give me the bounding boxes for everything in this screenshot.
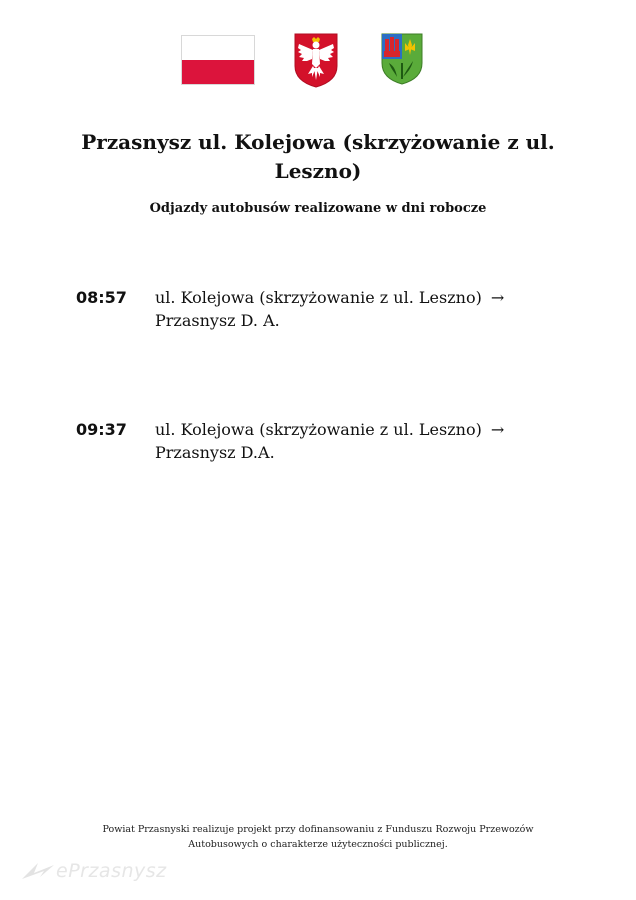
page-title: Przasnysz ul. Kolejowa (skrzyżowanie z ul. Leszno) [81,130,555,183]
route-arrow: → [490,288,505,307]
funding-note [60,822,576,852]
departure-time: 09:37 [76,420,127,439]
route-destination: Przasnysz D.A. [155,443,275,462]
departure-time: 08:57 [76,288,127,307]
watermark-text: ePrzasnysz [56,860,167,882]
polish-eagle-emblem-icon [293,32,339,88]
page-subtitle: Odjazdy autobusów realizowane w dni robocze [149,201,487,216]
funding-note-line2: Autobusowych o charakterze użyteczności publicznej. [188,839,448,850]
route-destination: Przasnysz D. A. [155,311,280,330]
departure-route [155,286,560,332]
departure-route [155,418,560,464]
watermark [20,857,167,887]
watermark-logo-icon [20,859,56,883]
funding-note-line1: Powiat Przasnyski realizuje projekt przy dofinansowaniu z Funduszu Rozwoju Przewozów [102,824,534,835]
polish-flag-icon [181,35,255,85]
route-stop: ul. Kolejowa (skrzyżowanie z ul. Leszno) [155,420,482,439]
route-stop: ul. Kolejowa (skrzyżowanie z ul. Leszno) [155,288,482,307]
county-coat-of-arms-icon [381,33,423,85]
route-arrow: → [490,420,505,439]
